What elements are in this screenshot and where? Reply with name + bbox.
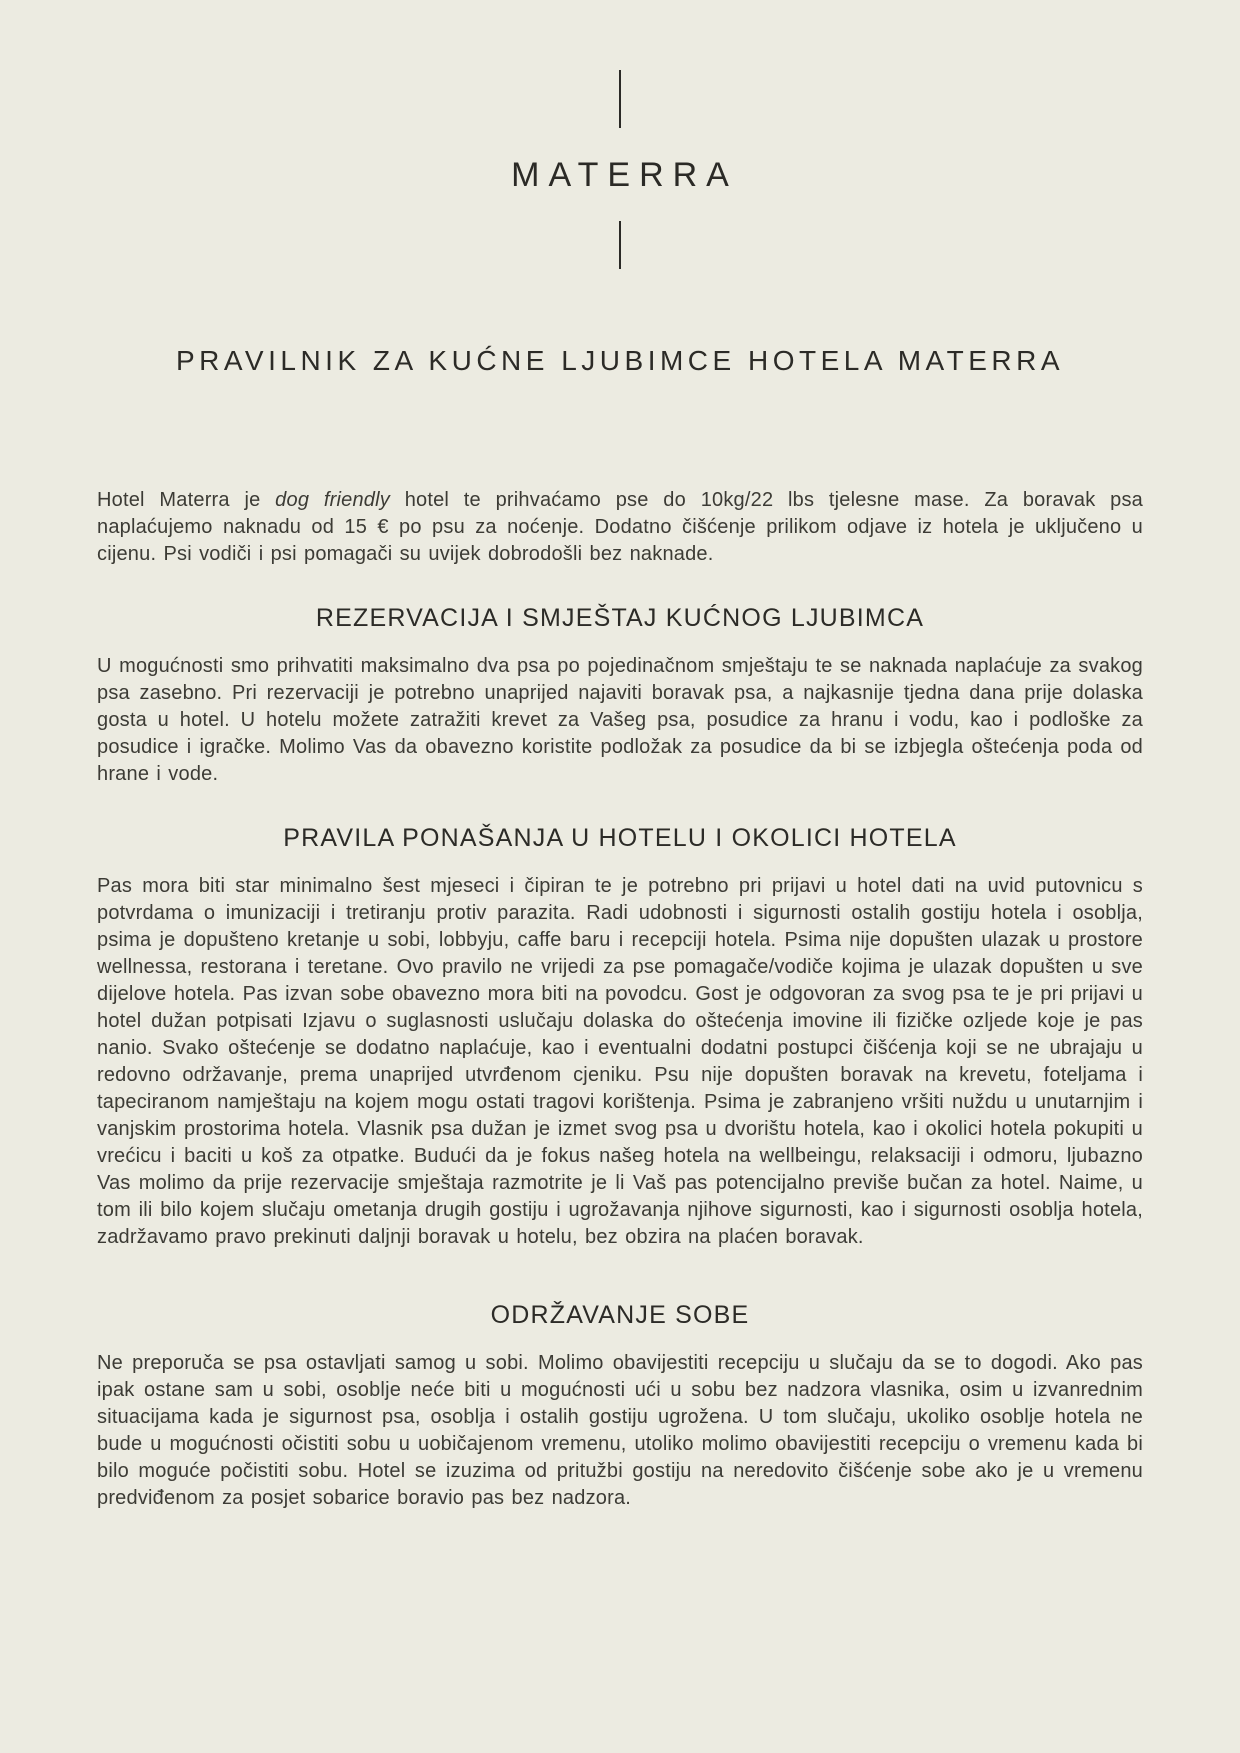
hotel-logo	[0, 0, 1240, 269]
section-behaviour-rules	[97, 824, 1143, 1251]
section-body: U mogućnosti smo prihvatiti maksimalno dva psa po pojedinačnom smještaju te se naknada naplaćuje za svakog psa zasebno. Pri rezervaciji je potrebno unaprijed najaviti boravak psa, a najkasnije tjedna dana prije dolaska gosta u hotel. U hotelu možete zatražiti krevet za Vašeg psa, posudice za hranu i vodu, kao i podloške za posudice i igračke. Molimo Vas da obavezno koristite podložak za posudice da bi se izbjegla oštećenja poda od hrane i vode.	[97, 655, 1143, 785]
section-heading: ODRŽAVANJE SOBE	[490, 1301, 750, 1329]
logo-rule-top	[619, 70, 621, 128]
intro-paragraph	[97, 487, 1143, 568]
intro-text-after: hotel te prihvaćamo pse do 10kg/22 lbs tjelesne mase. Za boravak psa naplaćujemo naknadu od 15 € po psu za noćenje. Dodatno čišćenje prilikom odjave iz hotela je uključeno u cijenu. Psi vodiči i psi pomagači su uvijek dobrodošli bez naknade.	[97, 489, 1143, 565]
section-room-maintenance	[97, 1301, 1143, 1512]
section-body: Ne preporuča se psa ostavljati samog u sobi. Molimo obavijestiti recepciju u slučaju da se to dogodi. Ako pas ipak ostane sam u sobi, osoblje neće biti u mogućnosti ući u sobu bez nadzora vlasnika, osim u izvanrednim situacijama kada je sigurnost psa, osoblja i ostalih gostiju ugrožena. U tom slučaju, ukoliko osoblje hotela ne bude u mogućnosti očistiti sobu u uobičajenom vremenu, utoliko molimo obavijestiti recepciju o vremenu kada bi bilo moguće počistiti sobu. Hotel se izuzima od pritužbi gostiju na neredovito čišćenje sobe ako je u vremenu predviđenom za posjet sobarice boravio pas bez nadzora.	[97, 1352, 1143, 1509]
logo-rule-bottom	[619, 221, 621, 269]
section-body: Pas mora biti star minimalno šest mjeseci i čipiran te je potrebno pri prijavi u hotel dati na uvid putovnicu s potvrdama o imunizaciji i tretiranju protiv parazita. Radi udobnosti i sigurnosti ostalih gostiju hotela i osoblja, psima je dopušteno kretanje u sobi, lobbyju, caffe baru i recepciji hotela. Psima nije dopušten ulazak u prostore wellnessa, restorana i teretane. Ovo pravilo ne vrijedi za pse pomagače/vodiče kojima je ulazak dopušten u sve dijelove hotela. Pas izvan sobe obavezno mora biti na povodcu. Gost je odgovoran za svog psa te je pri prijavi u hotel dužan potpisati Izjavu o suglasnosti uslučaju dolaska do oštećenja imovine ili fizičke ozljede koje je pas nanio. Svako oštećenje se dodatno naplaćuje, kao i eventualni dodatni postupci čišćenja koji se ne ubrajaju u redovno održavanje, prema unaprijed utvrđenom cjeniku. Psu nije dopušten boravak na krevetu, foteljama i tapeciranom namještaju na kojem mogu ostati tragovi korištenja. Psima je zabranjeno vršiti nuždu u unutarnjim i vanjskim prostorima hotela. Vlasnik psa dužan je izmet svog psa u dvorištu hotela, kao i okolici hotela pokupiti u vrećicu i baciti u koš za otpatke. Budući da je fokus našeg hotela na wellbeingu, relaksaciji i odmoru, ljubazno Vas molimo da prije rezervacije smještaja razmotrite je li Vaš pas potencijalno previše bučan za hotel. Naime, u tom ili bilo kojem slučaju ometanja drugih gostiju i ugrožavanja njihove sigurnosti, kao i sigurnosti osoblja hotela, zadržavamo pravo prekinuti daljnji boravak u hotelu, bez obzira na plaćen boravak.	[97, 875, 1143, 1248]
document-content	[97, 487, 1143, 1512]
section-heading: PRAVILA PONAŠANJA U HOTELU I OKOLICI HOTELA	[283, 824, 957, 852]
intro-text-before: Hotel Materra je	[97, 489, 276, 511]
dog-friendly-italic-text: dog friendly	[275, 489, 390, 511]
logo-wordmark: MATERRA	[511, 156, 738, 194]
section-heading: REZERVACIJA I SMJEŠTAJ KUĆNOG LJUBIMCA	[315, 604, 925, 632]
section-reservation	[97, 604, 1143, 788]
page-title: PRAVILNIK ZA KUĆNE LJUBIMCE HOTELA MATERRA	[175, 345, 1065, 376]
